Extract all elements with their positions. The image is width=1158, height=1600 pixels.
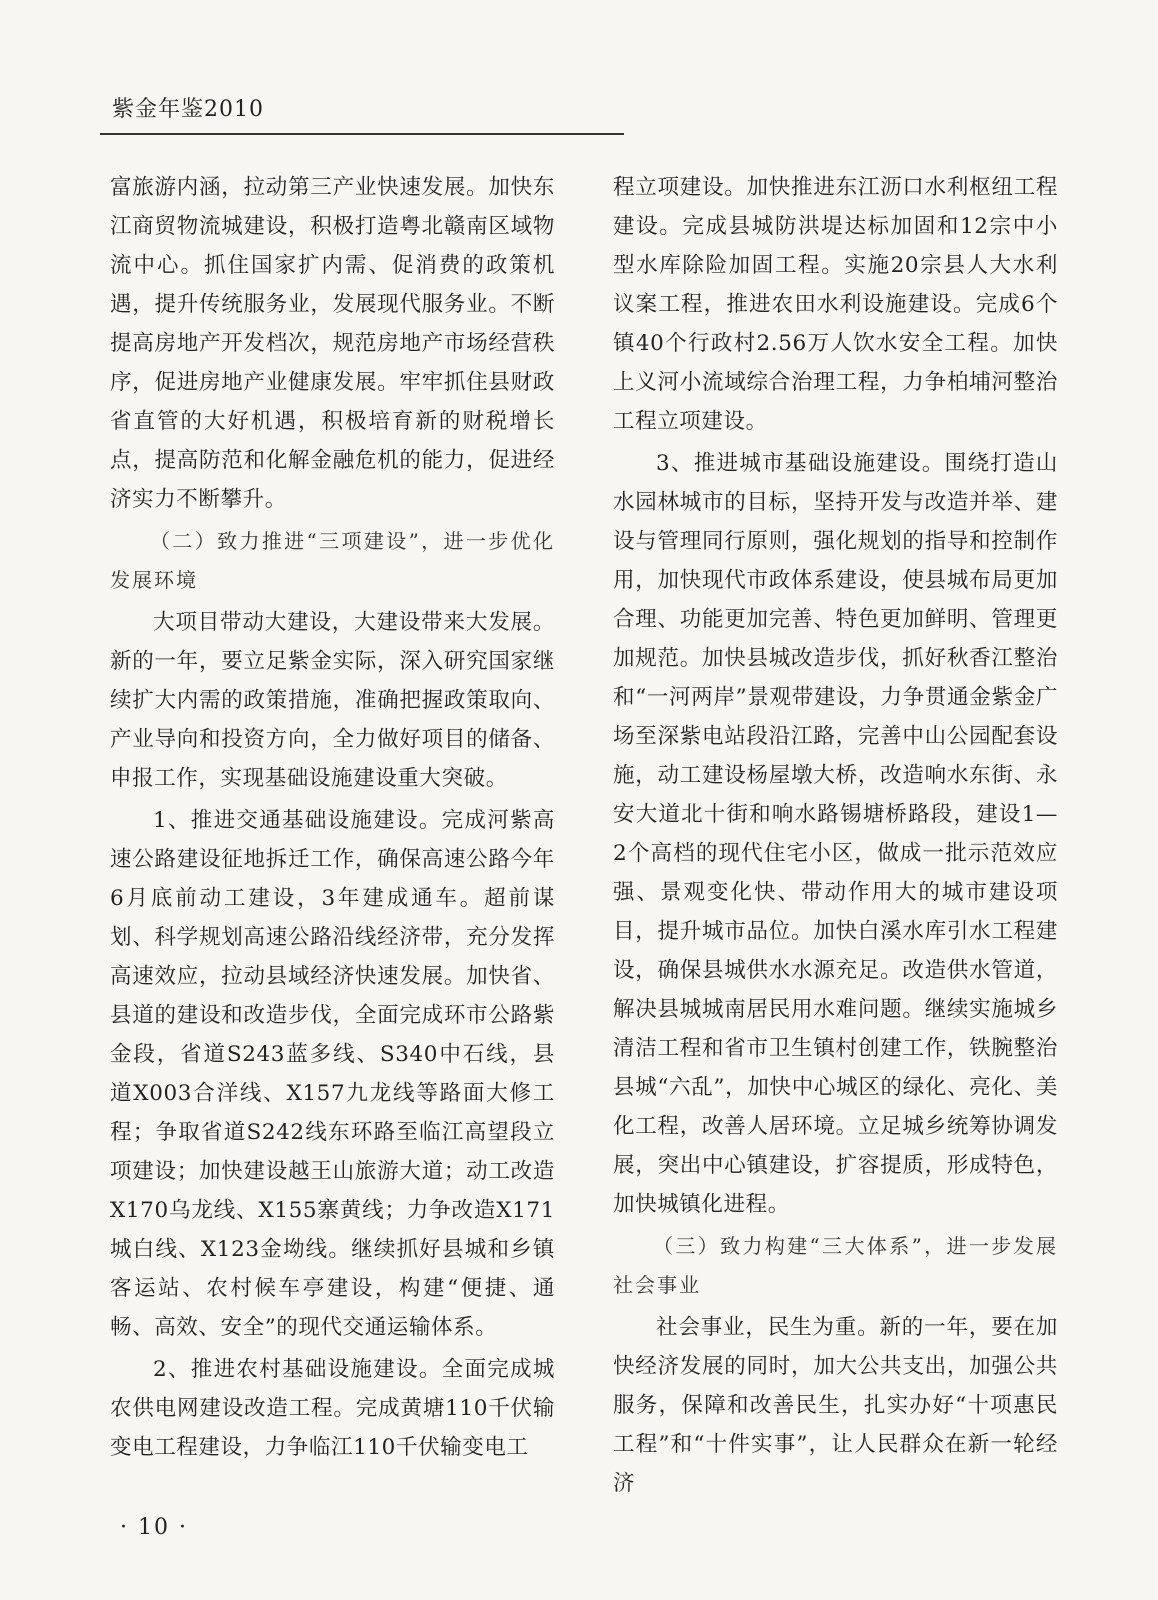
- section-heading: （三）致力构建“三大体系”，进一步发展社会事业: [613, 1234, 1058, 1297]
- paragraph: 1、推进交通基础设施建设。完成河紫高速公路建设征地拆迁工作，确保高速公路今年6月底前动工建设，3年建成通车。超前谋划、科学规划高速公路沿线经济带，充分发挥高速效应，拉动县域经济快速发展。加快省、县道的建设和改造步伐，全面完成环市公路紫金段，省道S243蓝多线、S340中石线，县道X003合洋线、X157九龙线等路面大修工程；争取省道S242线东环路至临江高望段立项建设；加快建设越王山旅游大道；动工改造X170乌龙线、X155寨黄线；力争改造X171城白线、X123金坳线。继续抓好县城和乡镇客运站、农村候车亭建设，构建“便捷、通畅、高效、安全”的现代交通运输体系。: [110, 808, 555, 1340]
- paragraph: 3、推进城市基础设施建设。围绕打造山水园林城市的目标，坚持开发与改造并举、建设与管理同行原则，强化规划的指导和控制作用，加快现代市政体系建设，使县城布局更加合理、功能更加完善、特色更加鲜明、管理更加规范。加快县城改造步伐，抓好秋香江整治和“一河两岸”景观带建设，力争贯通金紫金广场至深紫电站段沿江路，完善中山公园配套设施，动工建设杨屋墩大桥，改造响水东街、永安大道北十街和响水路锡塘桥路段，建设1—2个高档的现代住宅小区，做成一批示范效应强、景观变化快、带动作用大的城市建设项目，提升城市品位。加快白溪水库引水工程建设，确保县城供水水源充足。改造供水管道，解决县城城南居民用水难问题。继续实施城乡清洁工程和省市卫生镇村创建工作，铁腕整治县城“六乱”，加快中心城区的绿化、亮化、美化工程，改善人居环境。立足城乡统筹协调发展，突出中心镇建设，扩容提质，形成特色，加快城镇化进程。: [613, 451, 1058, 1217]
- paragraph: 富旅游内涵，拉动第三产业快速发展。加快东江商贸物流城建设，积极打造粤北赣南区域物流中心。抓住国家扩内需、促消费的政策机遇，提升传统服务业，发展现代服务业。不断提高房地产开发档次，规范房地产市场经营秩序，促进房地产业健康发展。牢牢抓住县财政省直管的大好机遇，积极培育新的财税增长点，提高防范和化解金融危机的能力，促进经济实力不断攀升。: [110, 175, 555, 512]
- header-divider: [100, 133, 624, 135]
- paragraph: 大项目带动大建设，大建设带来大发展。新的一年，要立足紫金实际，深入研究国家继续扩大内需的政策措施，准确把握政策取向、产业导向和投资方向，全力做好项目的储备、申报工作，实现基础设施建设重大突破。: [110, 610, 555, 791]
- paragraph: 2、推进农村基础设施建设。全面完成城农供电网建设改造工程。完成黄塘110千伏输变电工程建设，力争临江110千伏输变电工: [110, 1357, 555, 1460]
- section-heading: （二）致力推进“三项建设”，进一步优化发展环境: [110, 529, 555, 592]
- left-column: [110, 168, 555, 1467]
- right-column: [613, 168, 1058, 1503]
- page-number: · 10 ·: [120, 1515, 188, 1540]
- header-title: 紫金年鉴2010: [112, 97, 264, 122]
- paragraph: 社会事业，民生为重。新的一年，要在加快经济发展的同时，加大公共支出，加强公共服务，保障和改善民生，扎实办好“十项惠民工程”和“十件实事”，让人民群众在新一轮经济: [613, 1315, 1058, 1496]
- paragraph: 程立项建设。加快推进东江沥口水利枢纽工程建设。完成县城防洪堤达标加固和12宗中小型水库除险加固工程。实施20宗县人大水利议案工程，推进农田水利设施建设。完成6个镇40个行政村2.56万人饮水安全工程。加快上义河小流域综合治理工程，力争柏埔河整治工程立项建设。: [613, 175, 1058, 434]
